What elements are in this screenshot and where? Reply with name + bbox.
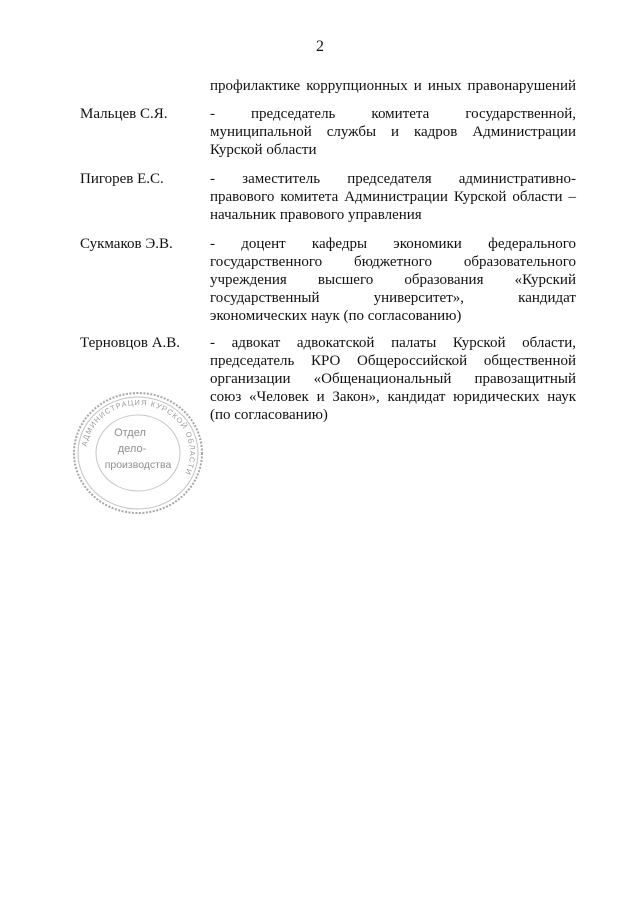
position-line: правового комитета Администрации Курской области –: [210, 189, 576, 205]
stamp-line: Отдел: [114, 427, 146, 439]
position-line: - председатель комитета государственной,: [210, 106, 576, 122]
position-line: государственного бюджетного образовательного: [210, 254, 576, 270]
office-stamp: [68, 388, 208, 518]
position-line: союз «Человек и Закон», кандидат юридических наук: [210, 389, 576, 405]
member-position: [210, 334, 576, 424]
position-line: - заместитель председателя административно-: [210, 171, 576, 187]
member-name: Пигорев Е.С.: [80, 171, 164, 187]
stamp-ring-text: АДМИНИСТРАЦИЯ КУРСКОЙ ОБЛАСТИ: [79, 397, 198, 477]
position-line: организации «Общенациональный правозащитный: [210, 371, 576, 387]
member-position: [210, 170, 576, 224]
position-line: начальник правового управления: [210, 207, 422, 223]
position-line: муниципальной службы и кадров Администрации: [210, 124, 576, 140]
continuation-text: профилактике коррупционных и иных правонарушений: [210, 78, 576, 94]
member-position: [210, 105, 576, 159]
position-line: (по согласованию): [210, 407, 328, 423]
member-name: Терновцов А.В.: [80, 335, 181, 351]
position-line: учреждения высшего образования «Курский: [210, 272, 576, 288]
stamp-line: дело-: [117, 443, 147, 455]
position-line: Курской области: [210, 142, 317, 158]
position-line: - доцент кафедры экономики федерального: [210, 236, 576, 252]
position-line: председатель КРО Общероссийской общественной: [210, 353, 576, 369]
position-line: государственный университет», кандидат: [210, 290, 576, 306]
member-name: Мальцев С.Я.: [80, 106, 168, 122]
stamp-line: производства: [104, 459, 172, 471]
member-position: [210, 235, 576, 325]
position-line: экономических наук (по согласованию): [210, 308, 462, 324]
position-line: - адвокат адвокатской палаты Курской области,: [210, 335, 576, 351]
member-name: Сукмаков Э.В.: [80, 236, 173, 252]
page-number: 2: [316, 38, 324, 55]
